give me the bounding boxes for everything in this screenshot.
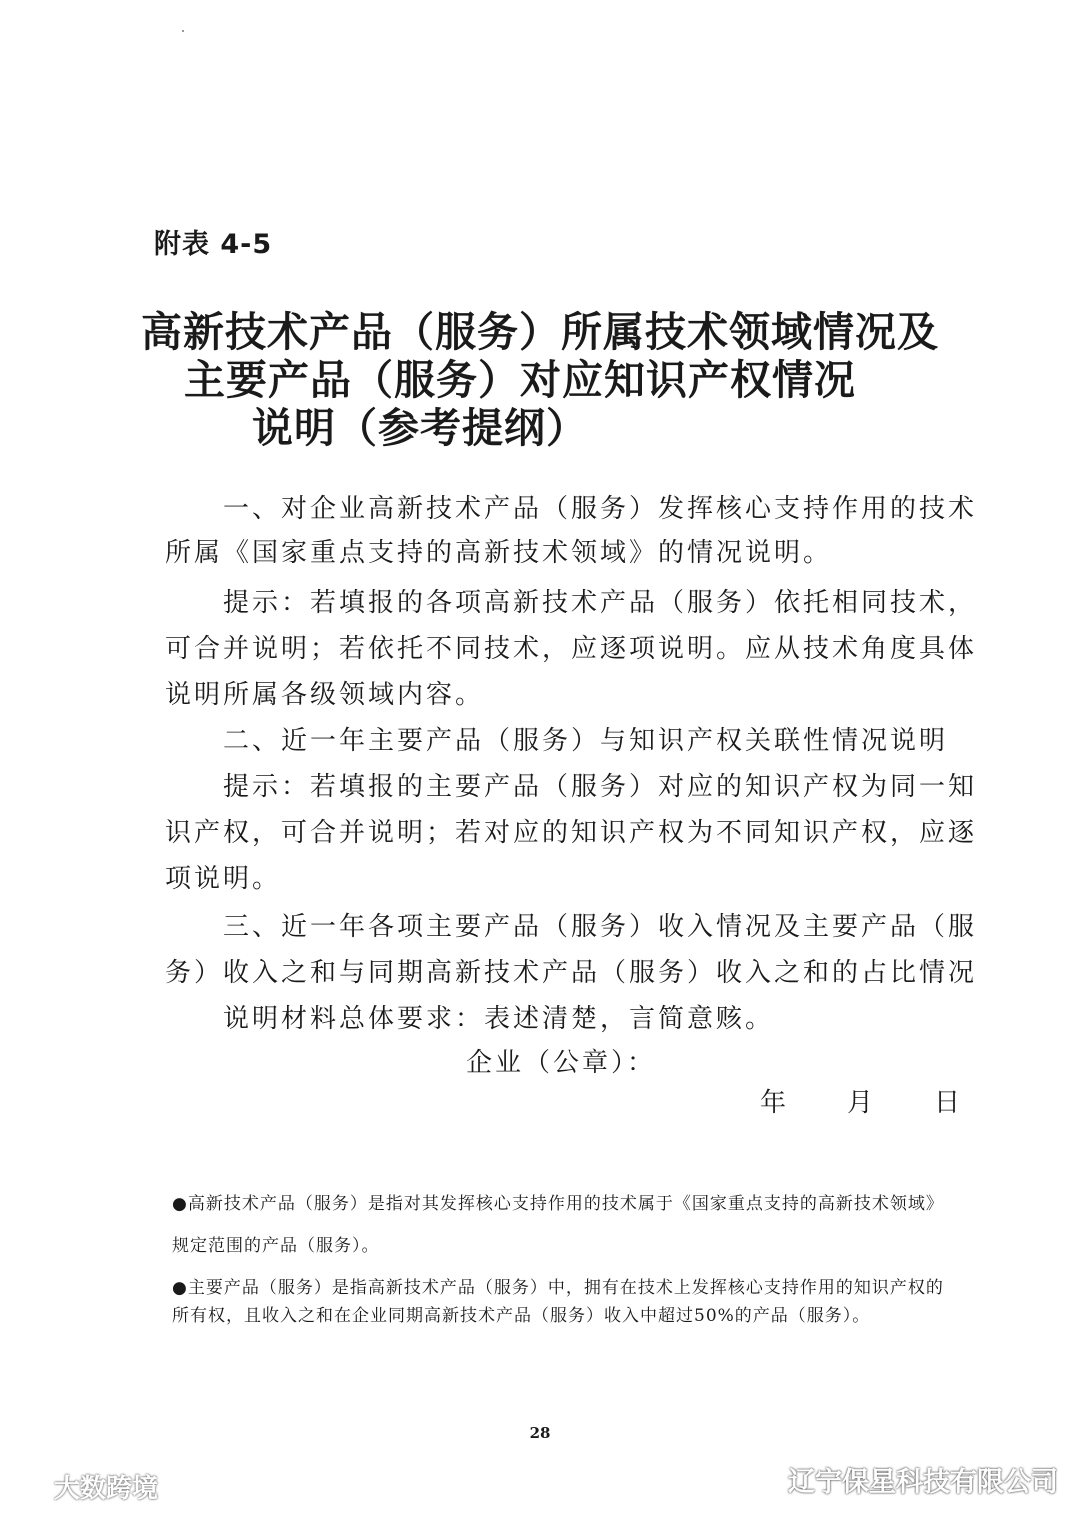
wechat-icon <box>738 1463 778 1497</box>
watermark-right <box>738 1460 1058 1499</box>
title-line-2: 主要产品（服务）对应知识产权情况 <box>184 356 856 404</box>
watermark-left <box>10 1468 158 1505</box>
scan-mark <box>182 30 184 32</box>
body-line-4: 可合并说明；若依托不同技术，应逐项说明。应从技术角度具体 <box>165 634 978 664</box>
body-line-5: 说明所属各级领域内容。 <box>165 680 485 710</box>
footnote-line-3: ●主要产品（服务）是指高新技术产品（服务）中，拥有在技术上发挥核心支持作用的知识产权的 <box>172 1278 944 1298</box>
body-line-10: 三、近一年各项主要产品（服务）收入情况及主要产品（服 <box>165 912 978 942</box>
body-line-12: 说明材料总体要求：表述清楚，言简意赅。 <box>165 1004 775 1034</box>
body-line-2: 所属《国家重点支持的高新技术领域》的情况说明。 <box>165 538 833 568</box>
page-number: 28 <box>529 1424 551 1442</box>
date-line: 年 月 日 <box>760 1088 964 1118</box>
attachment-label: 附表 4-5 <box>154 229 273 260</box>
cloud-logo-icon <box>10 1472 50 1502</box>
body-line-8: 识产权，可合并说明；若对应的知识产权为不同知识产权，应逐 <box>165 818 978 848</box>
body-line-9: 项说明。 <box>165 864 282 894</box>
body-line-1: 一、对企业高新技术产品（服务）发挥核心支持作用的技术 <box>165 494 978 524</box>
watermark-left-text: 大数跨境 <box>54 1474 159 1504</box>
body-line-3: 提示：若填报的各项高新技术产品（服务）依托相同技术， <box>165 588 978 618</box>
company-seal-line: 企业（公章）： <box>466 1048 657 1078</box>
body-line-6: 二、近一年主要产品（服务）与知识产权关联性情况说明 <box>165 726 949 756</box>
body-line-11: 务）收入之和与同期高新技术产品（服务）收入之和的占比情况 <box>165 958 978 988</box>
footnote-line-4: 所有权，且收入之和在企业同期高新技术产品（服务）收入中超过50%的产品（服务）。 <box>172 1306 871 1326</box>
watermark-right-text: 辽宁保星科技有限公司 <box>788 1467 1058 1498</box>
footnote-line-2: 规定范围的产品（服务）。 <box>172 1236 380 1256</box>
title-line-3: 说明（参考提纲） <box>252 404 588 452</box>
title-line-1: 高新技术产品（服务）所属技术领域情况及 <box>141 308 939 356</box>
footnote-line-1: ●高新技术产品（服务）是指对其发挥核心支持作用的技术属于《国家重点支持的高新技术领域》 <box>172 1194 944 1214</box>
body-line-7: 提示：若填报的主要产品（服务）对应的知识产权为同一知 <box>165 772 978 802</box>
